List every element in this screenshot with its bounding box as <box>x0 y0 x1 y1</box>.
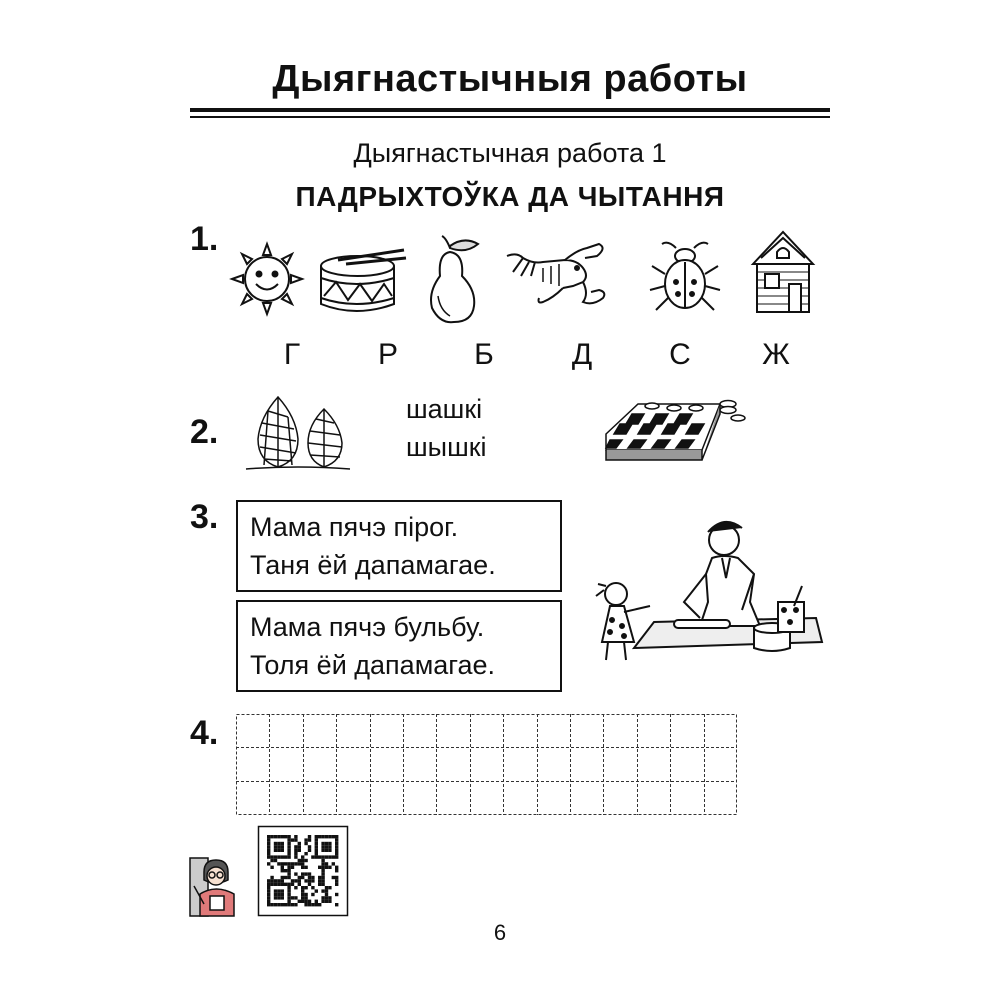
writing-grid[interactable] <box>236 714 738 816</box>
letter-2: Р <box>377 338 398 371</box>
sentence-2-line-1: Мама пячэ бульбу. <box>250 612 485 642</box>
house-icon <box>749 228 817 314</box>
mother-and-daughter-baking-icon <box>594 514 826 670</box>
section-heading: ПАДРЫХТОЎКА ДА ЧЫТАННЯ <box>295 181 725 212</box>
sentence-1-line-2: Таня ёй дапамагае. <box>250 550 496 580</box>
sun-icon <box>228 240 306 318</box>
letter-6: Ж <box>762 338 790 371</box>
qr-code-icon[interactable] <box>258 826 348 916</box>
letter-3: Б <box>474 338 494 371</box>
task-4-number: 4. <box>190 714 219 752</box>
pear-icon <box>424 236 480 324</box>
page-number: 6 <box>493 920 507 945</box>
checkers-board-icon <box>604 394 748 466</box>
letter-5: С <box>669 338 691 371</box>
sentence-1-line-1: Мама пячэ пірог. <box>250 512 459 542</box>
drum-icon <box>316 248 408 318</box>
word-shyshki: шышкі <box>406 432 487 462</box>
sentence-2-line-2: Толя ёй дапамагае. <box>250 650 496 680</box>
pine-cones-icon <box>246 395 350 471</box>
task-3-number: 3. <box>190 498 219 536</box>
task-2-number: 2. <box>190 413 219 451</box>
sentence-box-1 <box>236 500 562 592</box>
title-rule-thin <box>190 116 830 118</box>
word-shashki: шашкі <box>406 394 483 424</box>
letter-4: Д <box>571 338 593 371</box>
title-rule-thick <box>190 108 830 112</box>
teacher-icon <box>188 856 238 918</box>
sentence-box-2 <box>236 600 562 692</box>
letter-1: Г <box>283 338 301 371</box>
page-title: Дыягнастычныя работы <box>272 58 748 100</box>
beetle-icon <box>648 238 722 314</box>
task-1-number: 1. <box>190 220 219 258</box>
work-subtitle: Дыягнастычная работа 1 <box>353 138 667 168</box>
crayfish-icon <box>503 242 615 310</box>
